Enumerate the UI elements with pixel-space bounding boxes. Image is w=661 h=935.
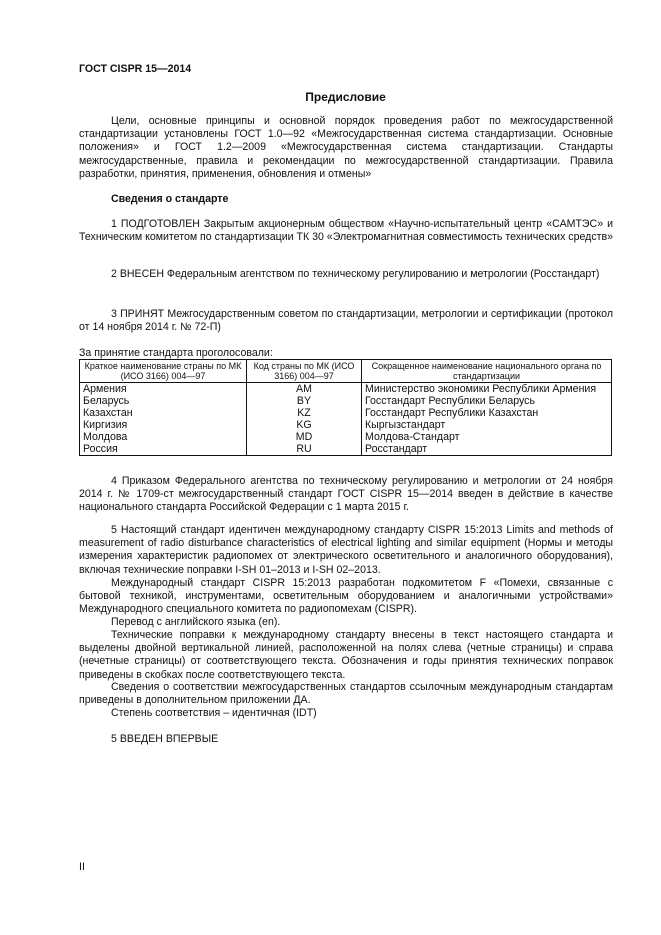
item-5-translation-paragraph: Перевод с английского языка (en). — [111, 616, 281, 628]
intro-paragraph: Цели, основные принципы и основной порядок проведения работ по межгосударственной стандартизации установлены ГОСТ 1.0—92 «Межгосударственная система стандартизации. Основные положения» и ГОСТ 1.2—2009 «Межгосударственная система стандартизации. Стандарты межгосударственные, правила и рекомендации по межгосударственной стандартизации. Правила разработки, принятия, применения, обновления и отмены» — [79, 115, 613, 180]
table-row — [80, 407, 612, 419]
item-5-paragraph: 5 Настоящий стандарт идентичен международному стандарту CISPR 15:2013 Limits and methods of measurement of radio disturbance characteristics of electrical lighting and similar equipment (Нормы и методы измерения характеристик радиопомех от электрического осветительного и аналогичного оборудования), включая технические поправки I-SH 01–2013 и I-SH 02–2013. — [79, 524, 613, 576]
table-header-cell: Код страны по МК (ИСО 3166) 004—97 — [247, 360, 362, 383]
table-row — [80, 419, 612, 431]
country-cell: Армения — [80, 383, 247, 396]
agency-cell: Госстандарт Республики Беларусь — [362, 395, 612, 407]
table-header-cell: Сокращенное наименование национального органа по стандартизации — [362, 360, 612, 383]
agency-cell: Министерство экономики Республики Армения — [362, 383, 612, 396]
country-code-cell: KZ — [247, 407, 362, 419]
country-code-cell: AM — [247, 383, 362, 396]
table-row — [80, 431, 612, 443]
country-cell: Россия — [80, 443, 247, 456]
item-5-conformity-paragraph: Степень соответствия – идентичная (IDT) — [111, 707, 317, 719]
agency-cell: Госстандарт Республики Казахстан — [362, 407, 612, 419]
table-header-row — [80, 360, 612, 383]
country-code-cell: MD — [247, 431, 362, 443]
item-1-paragraph: 1 ПОДГОТОВЛЕН Закрытым акционерным обществом «Научно-испытательный центр «САМТЭС» и Техническим комитетом по стандартизации ТК 30 «Электромагнитная совместимость технических средств» — [79, 218, 614, 244]
item-3-paragraph: 3 ПРИНЯТ Межгосударственным советом по стандартизации, метрологии и сертификации (протокол от 14 ноября 2014 г. № 72-П) — [79, 308, 613, 334]
item-6-paragraph: 5 ВВЕДЕН ВПЕРВЫЕ — [111, 733, 219, 745]
country-code-cell: BY — [247, 395, 362, 407]
table-row — [80, 443, 612, 456]
country-cell: Беларусь — [80, 395, 247, 407]
country-cell: Киргизия — [80, 419, 247, 431]
country-cell: Казахстан — [80, 407, 247, 419]
page-title: Предисловие — [305, 90, 386, 104]
item-5-corrections-paragraph: Технические поправки к международному стандарту внесены в текст настоящего стандарта и выделены двойной вертикальной линией, расположенной на полях слева (четные страницы) и справа (нечетные страницы) от соответствующего текста. Обозначения и годы принятия технических поправок приведены в скобках после соответствующего текста. — [79, 629, 613, 681]
agency-cell: Росстандарт — [362, 443, 612, 456]
country-code-cell: RU — [247, 443, 362, 456]
page-number: II — [79, 861, 85, 873]
agency-cell: Кыргызстандарт — [362, 419, 612, 431]
item-4-paragraph: 4 Приказом Федерального агентства по техническому регулированию и метрологии от 24 ноября 2014 г. № 1709-ст межгосударственный стандарт ГОСТ CISPR 15—2014 введен в действие в качестве национального стандарта Российской Федерации с 1 марта 2015 г. — [79, 475, 613, 514]
agency-cell: Молдова-Стандарт — [362, 431, 612, 443]
country-cell: Молдова — [80, 431, 247, 443]
item-5-references-paragraph: Сведения о соответствии межгосударственных стандартов ссылочным международным стандартам приведены в дополнительном приложении ДА. — [79, 681, 613, 707]
table-row — [80, 383, 612, 396]
document-code: ГОСТ CISPR 15—2014 — [79, 63, 192, 75]
table-caption: За принятие стандарта проголосовали: — [79, 347, 273, 359]
section-heading: Сведения о стандарте — [111, 193, 229, 205]
country-code-cell: KG — [247, 419, 362, 431]
item-5-origin-paragraph: Международный стандарт CISPR 15:2013 разработан подкомитетом F «Помехи, связанные с бытовой техникой, инструментами, осветительным оборудованием и аналогичными устройствами» Международного специального комитета по радиопомехам (CISPR). — [79, 577, 613, 616]
table-header-cell: Краткое наименование страны по МК (ИСО 3166) 004—97 — [80, 360, 247, 383]
item-2-paragraph: 2 ВНЕСЕН Федеральным агентством по техническому регулированию и метрологии (Росстандарт) — [111, 268, 600, 280]
table-row — [80, 395, 612, 407]
voting-table — [79, 359, 612, 456]
